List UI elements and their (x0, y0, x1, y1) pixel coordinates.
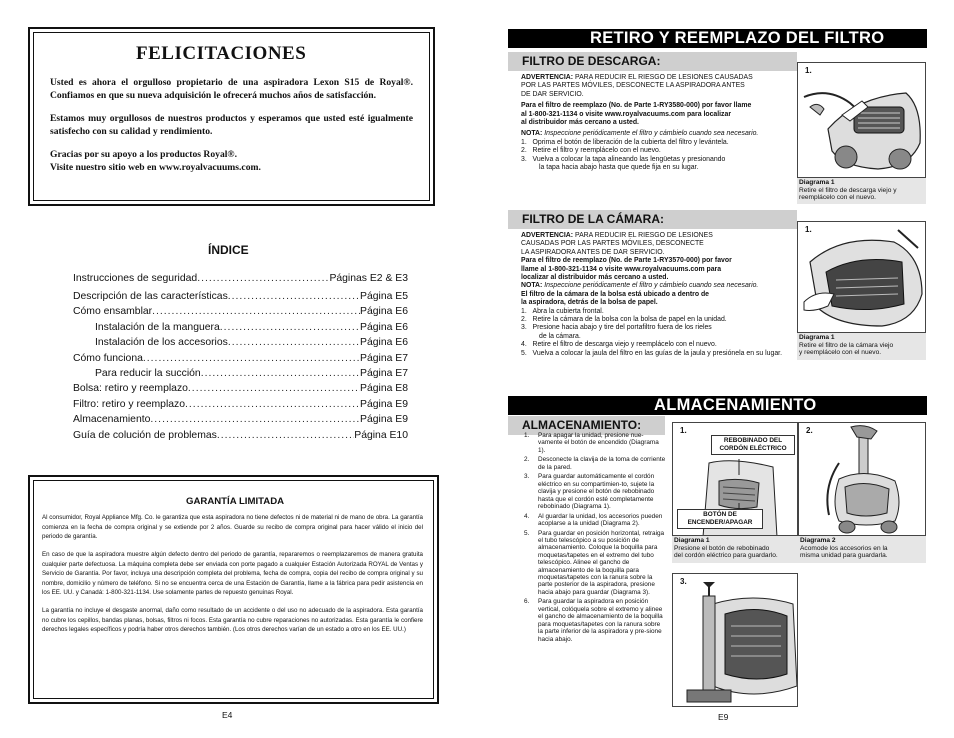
list-item: 6. Para guardar la aspiradora en posición vertical, colóquela sobre el extremo y alinee el gancho de almacenamiento de la boquilla para moquetas/tapetes con la ranura sobre la parte inferior de la aspiradora y pre-sione hacia abajo. (524, 598, 663, 643)
list-item: 4. Al guardar la unidad, los accesorios pueden acoplarse a la unidad (Diagrama 2). (524, 512, 663, 528)
descarga-steps (521, 139, 799, 173)
warning-label: ADVERTENCIA: (521, 74, 574, 81)
part-line: localizar al distribuidor más cercano a usted. (521, 274, 669, 282)
toc-entry-label: Instalación de la manguera (95, 321, 220, 333)
felicitaciones-title: FELICITACIONES (136, 43, 307, 64)
part-line: Para el filtro de reemplazo (No. de Parte 1-RY3580-000) por favor llame (521, 102, 752, 110)
toc-entry[interactable] (73, 351, 408, 366)
felicitaciones-website: Visite nuestro sitio web en www.royalvacuums.com. (50, 161, 261, 173)
toc-entry[interactable] (73, 289, 408, 304)
list-item: 4. Retire el filtro de descarga viejo y reemplácelo con el nuevo. (521, 341, 717, 349)
list-item: 5. Para guardar en posición horizontal, retraiga el tubo telescópico a su posición de almacenamiento. Coloque la boquilla para moquetas/tapetes en el extremo del tubo telescópico. Alinee el gancho de almacenamiento de la boquilla para moquetas/tapetes con la ranura sobre la parte posterior de la aspiradora, presione hacia abajo para guardar (Diagrama 3). (524, 529, 665, 596)
page-number-left: E4 (222, 710, 233, 720)
page-number-right: E9 (718, 712, 729, 722)
toc-entry[interactable] (73, 320, 408, 335)
caption-line: del cordón eléctrico para guardarlo. (674, 552, 778, 560)
toc-entry[interactable] (73, 381, 408, 396)
note-text: Inspeccione periódicamente el filtro y cámbielo cuando sea necesario. (544, 130, 759, 138)
toc-leader-dots (228, 335, 360, 350)
warning-line: CAUSADAS POR LAS PARTES MÓVILES, DESCONECTE (521, 240, 704, 248)
toc-leader-dots (220, 320, 360, 335)
caption-line: reemplácelo con el nuevo. (799, 194, 876, 202)
felicitaciones-paragraph-1: Usted es ahora el orgulloso propietario de una aspiradora Lexon S15 de Royal®. Confiamos en que su nueva adquisición le ofrecerá muchos años de satisfacción. (50, 77, 413, 101)
table-of-contents (73, 271, 408, 443)
toc-leader-dots (143, 351, 360, 366)
toc-entry-label: Bolsa: retiro y reemplazo (73, 383, 188, 395)
toc-entry-label: Descripción de las características (73, 290, 228, 302)
felicitaciones-box (28, 27, 435, 206)
toc-entry-label: Cómo funciona (73, 352, 143, 364)
warning-line: POR LAS PARTES MÓVILES, DESCONECTE LA ASPIRADORA ANTES (521, 82, 745, 90)
caption-title: Diagrama 1 (799, 179, 835, 186)
descarga-text (521, 74, 799, 172)
vacuum-chamber-filter-illustration (798, 222, 926, 333)
part-line: al 1-800-321-1134 o visite www.royalvacuums.com para localizar (521, 110, 732, 118)
toc-entry-page: Página E8 (360, 383, 408, 395)
toc-entry-page: Página E6 (360, 337, 408, 349)
descarga-diagram (797, 62, 926, 178)
almacenamiento-caption-1 (672, 536, 798, 563)
banner-filtro: RETIRO Y REEMPLAZO DEL FILTRO (508, 29, 927, 48)
heading-filtro-camara: FILTRO DE LA CÁMARA: (508, 210, 797, 229)
garantia-paragraph-3: La garantía no incluye el desgaste anormal, daño como resultado de un accidente o del uso no adecuado de la aspiradora. Esta garantía no cubre los cepillos, bandas planas, bolsas, filtros ni focos. Esta garantía no cubre reparaciones no autorizadas. Esta garantía le confiere derechos legales específicos y podría haber otros derechos también. (Los otros derechos varían de un estado a otro en los EE. UU.) (42, 607, 423, 633)
diagram-number: 1. (680, 426, 687, 435)
caption-line: misma unidad para guardarla. (800, 552, 888, 560)
toc-entry-page: Página E6 (360, 306, 408, 318)
toc-leader-dots (188, 381, 360, 396)
warning-line: LA ASPIRADORA ANTES DE DAR SERVICIO. (521, 248, 665, 256)
toc-entry-page: Página E6 (360, 321, 408, 333)
caption-title: Diagrama 1 (799, 334, 835, 341)
caption-line: y reemplácelo con el nuevo. (799, 349, 882, 357)
descarga-warning (521, 74, 799, 99)
warning-line: PARA REDUCIR EL RIESGO DE LESIONES CAUSADAS (575, 74, 753, 81)
toc-entry-page: Página E7 (360, 367, 408, 379)
caption-title: Diagrama 2 (800, 537, 836, 544)
felicitaciones-inner-border (33, 32, 430, 201)
toc-entry-page: Página E7 (360, 352, 408, 364)
descarga-caption (797, 178, 926, 204)
toc-leader-dots (152, 304, 360, 319)
felicitaciones-paragraph-3 (50, 149, 413, 174)
part-line: llame al 1-800-321-1134 o visite www.royalvacuums.com para (521, 265, 722, 273)
toc-entry-label: Filtro: retiro y reemplazo (73, 398, 186, 410)
horizontal-storage-illustration (673, 574, 798, 707)
part-line: al distribuidor más cercano a usted. (521, 119, 639, 127)
toc-entry[interactable] (73, 412, 408, 427)
toc-entry[interactable] (73, 366, 408, 381)
list-item: 2. Retire la cámara de la bolsa con la bolsa de papel en la unidad. (521, 316, 727, 324)
warning-line: PARA REDUCIR EL RIESGO DE LESIONES (575, 232, 713, 239)
felicitaciones-paragraph-2: Estamos muy orgullosos de nuestros productos y esperamos que usted esté igualmente satisfecho con su calidad y rendimiento. (50, 113, 413, 137)
list-item: 3. Presione hacia abajo y tire del portafiltro fuera de los rieles de la cámara. (521, 324, 712, 340)
note-text: Inspeccione periódicamente el filtro y cámbielo cuando sea necesario. (544, 282, 759, 290)
toc-leader-dots (201, 366, 360, 381)
toc-entry-label: Guía de colución de problemas (73, 429, 217, 441)
caption-line: Presione el botón de rebobinado (674, 544, 770, 552)
toc-leader-dots (197, 271, 329, 286)
almacenamiento-caption-2 (798, 536, 926, 563)
toc-entry-label: Almacenamiento (73, 414, 151, 426)
garantia-title: GARANTÍA LIMITADA (186, 496, 285, 507)
toc-entry-page: Página E9 (360, 398, 408, 410)
heading-almacenamiento: ALMACENAMIENTO: (508, 416, 665, 435)
vacuum-exhaust-filter-illustration (798, 63, 926, 178)
list-item: 2. Retire el filtro y reemplácelo con el nuevo. (521, 147, 661, 155)
heading-filtro-descarga: FILTRO DE DESCARGA: (508, 52, 797, 71)
location-line: El filtro de la cámara de la bolsa está ubicado a dentro de (521, 290, 710, 298)
descarga-note (521, 130, 799, 138)
toc-entry[interactable] (73, 271, 408, 286)
almacenamiento-diagram-1 (672, 422, 798, 536)
note-label: NOTA: (521, 130, 543, 138)
warning-label: ADVERTENCIA: (521, 232, 574, 239)
camara-diagram (797, 221, 926, 333)
toc-leader-dots (217, 428, 354, 443)
diagram-number: 3. (680, 577, 687, 586)
caption-line: Retire el filtro de descarga viejo y (799, 186, 897, 194)
toc-entry-page: Página E5 (360, 290, 408, 302)
part-line: Para el filtro de reemplazo (No. de Parte 1-RY3570-000) por favor (521, 257, 732, 265)
list-item: 1. Abra la cubierta frontal. (521, 307, 604, 315)
toc-entry-page: Páginas E2 & E3 (329, 273, 408, 284)
garantia-box (28, 475, 439, 704)
list-item: 1. Para apagar la unidad, presione nue-vamente el botón de encendido (Diagrama 1). (524, 432, 659, 454)
list-item: 3. Vuelva a colocar la tapa alineando las lengüetas y presionando la tapa hacia abajo hasta que quede fija en su lugar. (521, 155, 726, 172)
toc-entry-page: Página E10 (354, 429, 408, 441)
caption-line: Acomode los accesorios en la (800, 544, 888, 552)
toc-entry-label: Instrucciones de seguridad (73, 273, 198, 284)
callout-boton-encender: BOTÓN DE ENCENDER/APAGAR (677, 509, 763, 529)
diagram-number: 2. (806, 426, 813, 435)
vacuum-upright-storage-illustration (799, 423, 926, 536)
indice-title: ÍNDICE (208, 243, 249, 257)
toc-entry[interactable] (73, 428, 408, 443)
callout-rebobinado: REBOBINADO DEL CORDÓN ELÉCTRICO (711, 435, 795, 455)
almacenamiento-diagram-3 (672, 573, 798, 707)
camara-caption (797, 333, 926, 360)
garantia-inner-border (33, 480, 434, 699)
toc-entry-label: Instalación de los accesorios (95, 337, 228, 349)
toc-entry[interactable] (73, 397, 408, 412)
toc-entry[interactable] (73, 335, 408, 350)
almacenamiento-steps (524, 432, 666, 645)
garantia-paragraph-2: En caso de que la aspiradora muestre algún defecto dentro del periodo de garantía, repararemos o reemplazaremos de manera gratuita cualquier parte defectuosa. La máquina completa debe ser enviada con porte pagado a cualquier Estación Autorizada ROYAL de Ventas y Servicio de Garantía. Por favor, incluya una descripción completa del problema, fecha de compra, copia del recibo de compra original y su nombre, domicilio y número de teléfono. Si no se encuentra cerca de una Estación de Garantía, llame a la fábrica para pedir asistencia en los EE. UU. y Canadá: 1-800-321-1134. Use solamente partes de repuesto genuinas Royal. (42, 551, 423, 596)
toc-entry[interactable] (73, 304, 408, 319)
toc-leader-dots (228, 289, 360, 304)
toc-entry-label: Para reducir la succión (95, 367, 201, 379)
list-item: 2. Desconecte la clavija de la toma de corriente de la pared. (524, 456, 666, 471)
toc-leader-dots (150, 412, 360, 427)
almacenamiento-diagram-2 (798, 422, 926, 536)
list-item: 1. Oprima el botón de liberación de la cubierta del filtro y levántela. (521, 138, 729, 146)
banner-almacenamiento: ALMACENAMIENTO (508, 396, 927, 415)
felicitaciones-thanks: Gracias por su apoyo a los productos Royal®. (50, 149, 237, 160)
descarga-part-info (521, 102, 799, 127)
garantia-paragraph-1: Al consumidor, Royal Appliance Mfg. Co. le garantiza que esta aspiradora no tiene defectos ni de material ni de mano de obra. La garantía comienza en la fecha de compra original y se extiende por 2 años. Guarde su recibo de compra original para hacer válido el inicio del periodo de garantía. (42, 514, 423, 540)
note-label: NOTA: (521, 282, 543, 290)
warning-line: DE DAR SERVICIO. (521, 90, 584, 98)
location-line: la aspiradora, detrás de la bolsa de papel. (521, 299, 658, 307)
diagram-number: 1. (805, 225, 812, 234)
diagram-number: 1. (805, 66, 812, 75)
caption-title: Diagrama 1 (674, 537, 710, 544)
toc-leader-dots (185, 397, 360, 412)
caption-line: Retire el filtro de la cámara viejo (799, 341, 894, 349)
toc-entry-label: Cómo ensamblar (73, 306, 153, 318)
list-item: 3. Para guardar automáticamente el cordón eléctrico en su compartimien-to, sujete la clavija y presione el botón de rebobinado hasta que el cordón esté completamente rebobinado (Diagrama 1). (524, 473, 655, 511)
toc-entry-page: Página E9 (360, 414, 408, 426)
list-item: 5. Vuelva a colocar la jaula del filtro en las guías de la jaula y presiónela en su lugar. (521, 349, 782, 357)
